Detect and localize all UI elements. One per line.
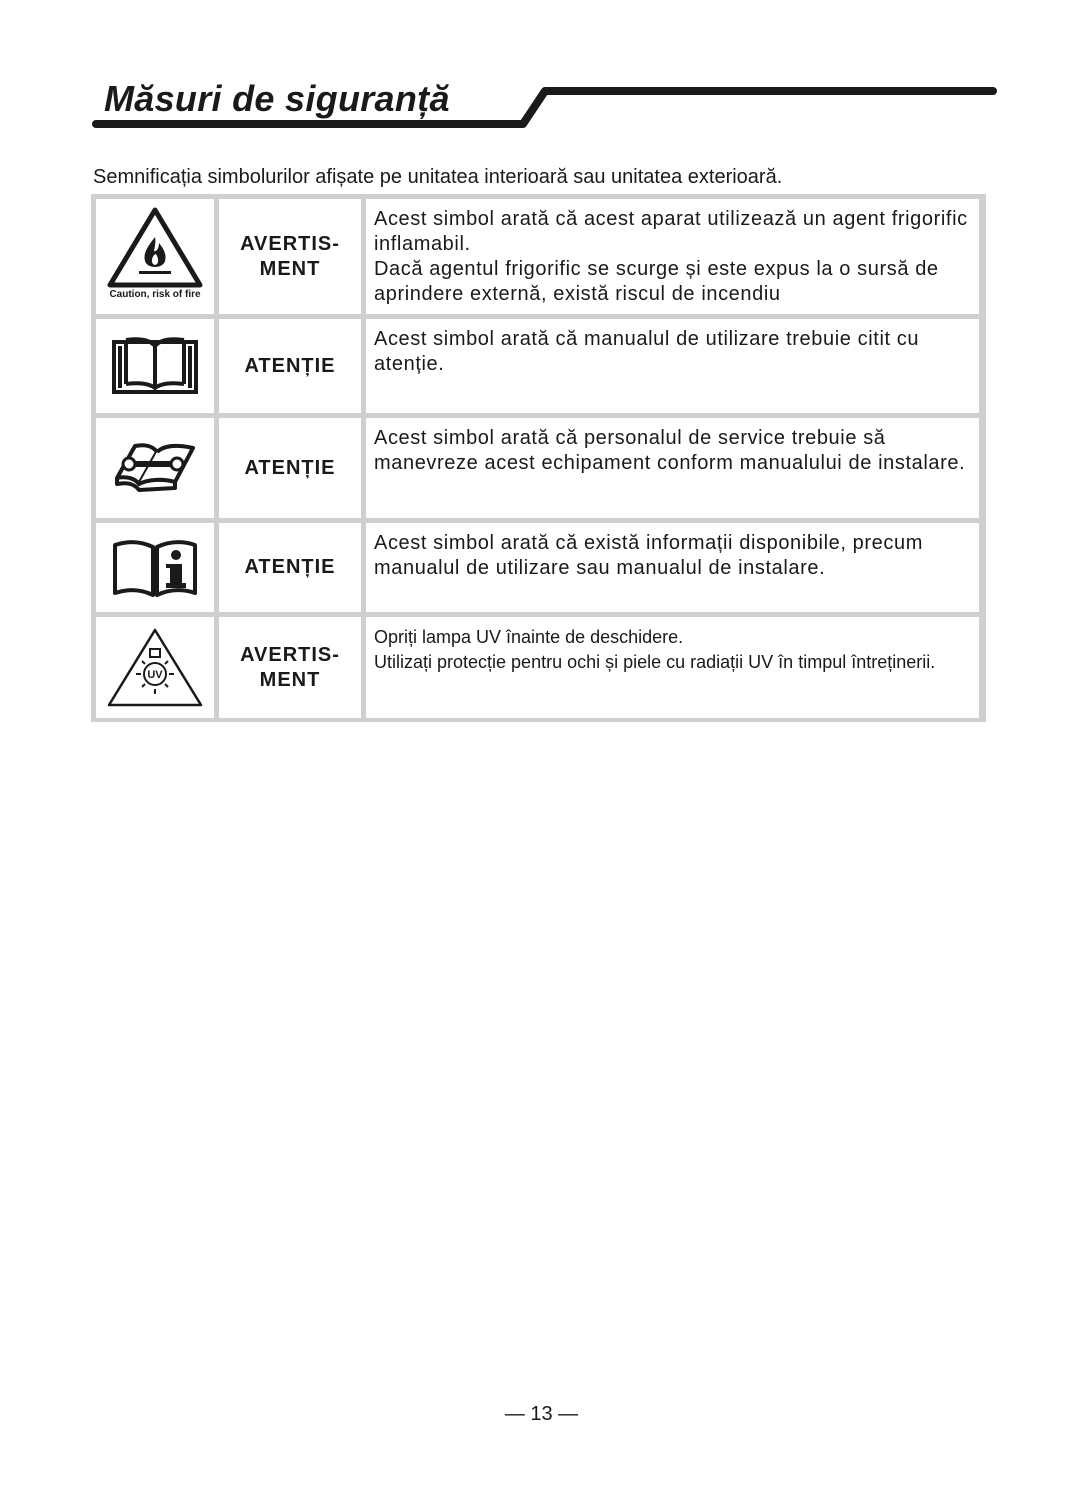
- caution-label: ATENȚIE: [244, 456, 336, 479]
- label-cell: [219, 523, 361, 612]
- description-line: Acest simbol arată că acest aparat utilizează un agent frigorific inflamabil.: [374, 208, 968, 255]
- description-line: Acest simbol arată că personalul de service trebuie să manevreze acest echipament conform manualului de instalare.: [374, 427, 966, 474]
- table-row: [96, 523, 980, 612]
- description-cell: [366, 523, 979, 612]
- table-row: [96, 319, 980, 413]
- caution-label: ATENȚIE: [244, 556, 336, 578]
- label-cell: [219, 199, 361, 314]
- symbols-table: [91, 194, 986, 722]
- uv-warning-triangle-icon: [106, 627, 204, 709]
- flammable-triangle-icon: [107, 207, 203, 289]
- description-line: Opriți lampa UV înainte de deschidere.: [374, 627, 684, 647]
- description-cell: [366, 199, 979, 314]
- description-line: Dacă agentul frigorific se scurge și este expus la o sursă de aprindere externă, există riscul de incendiu: [374, 258, 939, 305]
- icon-cell: [96, 319, 214, 413]
- description-line: Acest simbol arată că manualul de utilizare trebuie citit cu atenție.: [374, 328, 920, 375]
- icon-cell: [96, 617, 214, 718]
- warning-label: AVERTIS-: [240, 643, 340, 666]
- warning-label-cont: MENT: [259, 257, 321, 280]
- description-cell: [366, 418, 979, 518]
- icon-cell: [96, 523, 214, 612]
- description-cell: [366, 617, 979, 718]
- page-title: Măsuri de siguranță: [104, 78, 450, 119]
- table-row: [96, 418, 980, 518]
- label-cell: [219, 617, 361, 718]
- description-line: Utilizați protecție pentru ochi și piele cu radiații UV în timpul întreținerii.: [374, 652, 936, 672]
- info-manual-icon: [112, 537, 198, 599]
- table-row: [96, 617, 980, 718]
- icon-cell: [96, 199, 214, 314]
- label-cell: [219, 418, 361, 518]
- service-manual-wrench-icon: [113, 442, 197, 494]
- page-number: — 13 —: [504, 1403, 579, 1425]
- open-book-icon: [112, 336, 198, 396]
- warning-label: AVERTIS-: [240, 232, 340, 255]
- description-cell: [366, 319, 979, 413]
- caution-label: ATENȚIE: [244, 354, 336, 377]
- warning-label-cont: MENT: [259, 668, 321, 691]
- fire-caption: Caution, risk of fire: [109, 289, 201, 300]
- description-line: Acest simbol arată că există informații disponibile, precum manualul de utilizare sau manualul de instalare.: [374, 532, 923, 579]
- intro-text: Semnificația simbolurilor afișate pe unitatea interioară sau unitatea exterioară.: [93, 166, 783, 188]
- label-cell: [219, 319, 361, 413]
- table-row: [96, 199, 980, 314]
- uv-label: UV: [147, 668, 163, 681]
- icon-cell: [96, 418, 214, 518]
